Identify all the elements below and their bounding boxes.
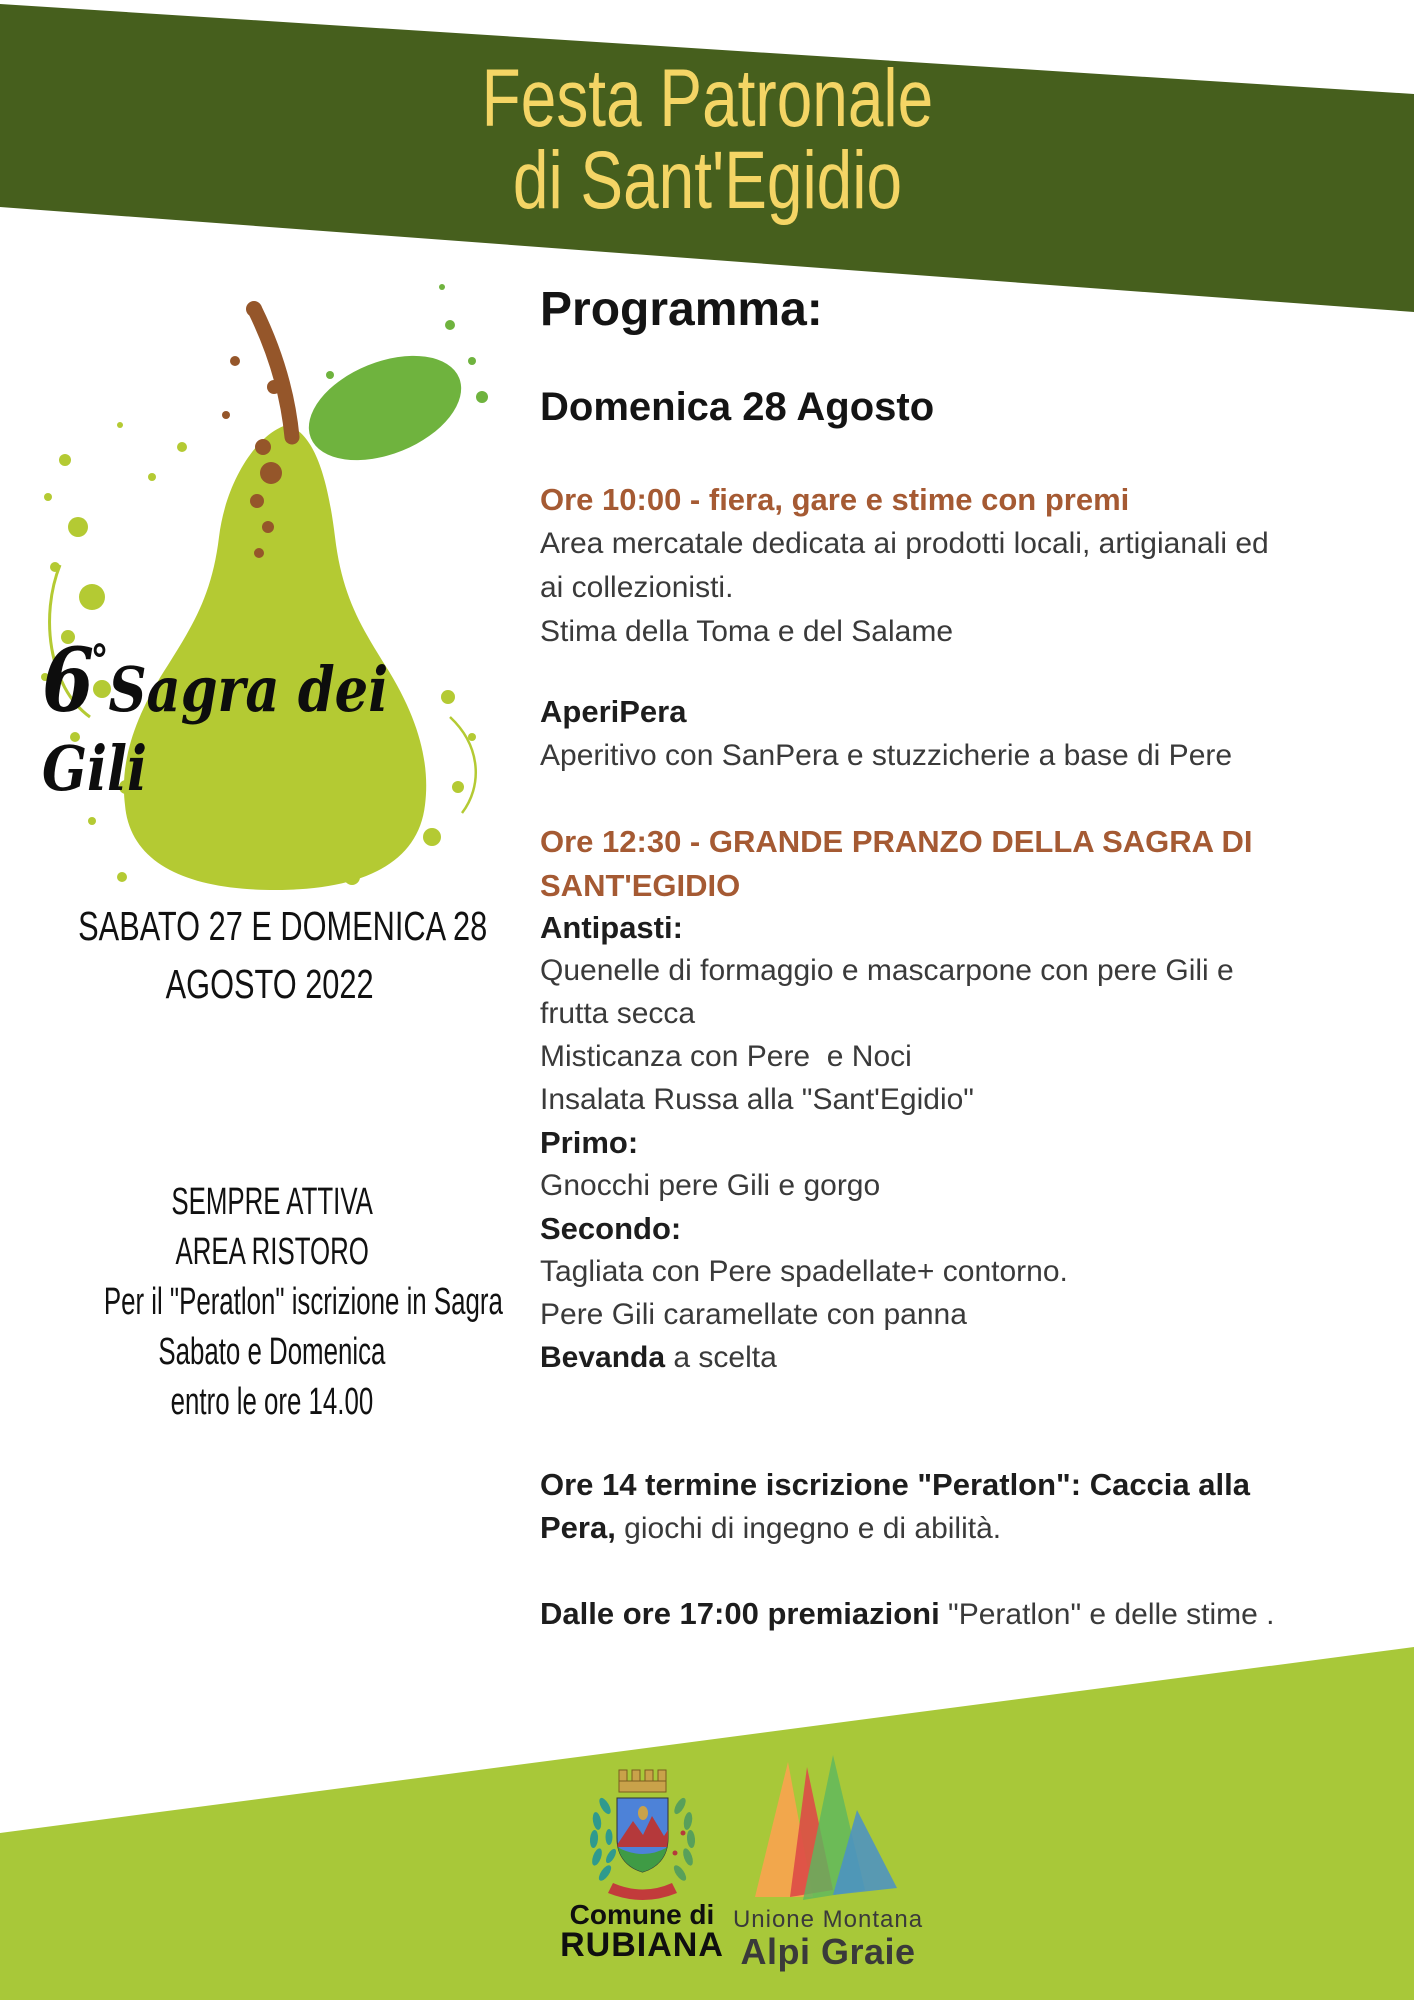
section-2-heading: AperiPera <box>540 694 687 729</box>
program-section-1 <box>540 478 1269 654</box>
section-5-line <box>540 1592 1275 1637</box>
pear-leaf <box>294 284 488 481</box>
section-1-line: Stima della Toma e del Salame <box>540 615 953 648</box>
section-4-line1: Ore 14 termine iscrizione "Peratlon": Caccia alla <box>540 1467 1250 1502</box>
menu-block <box>540 906 1234 1379</box>
menu-item: Gnocchi pere Gili e gorgo <box>540 1169 881 1202</box>
program-section-5 <box>540 1592 1275 1637</box>
unione-line1: Unione Montana <box>732 1906 924 1933</box>
section-3-heading-line1: Ore 12:30 - GRANDE PRANZO DELLA SAGRA DI <box>540 824 1253 859</box>
info-block <box>10 1177 534 1427</box>
section-4-line2 <box>540 1506 1250 1550</box>
program-section-4 <box>540 1463 1250 1550</box>
info-line1: SEMPRE ATTIVA <box>171 1181 373 1223</box>
sagra-degree-symbol: ° <box>90 636 109 685</box>
menu-item: frutta secca <box>540 997 696 1030</box>
menu-bevanda-label: Bevanda <box>540 1341 666 1374</box>
crest-crown <box>619 1770 666 1792</box>
rubiana-crest-icon <box>575 1752 710 1904</box>
date-line2: AGOSTO 2022 <box>166 961 374 1007</box>
info-line3: Per il "Peratlon" iscrizione in Sagra <box>103 1281 503 1323</box>
info-line5: entro le ore 14.00 <box>170 1381 374 1423</box>
comune-line1: Comune di <box>569 1899 715 1930</box>
section-1-line: ai collezionisti. <box>540 571 734 604</box>
pear-stem <box>255 310 292 437</box>
comune-line2: RUBIANA <box>560 1926 724 1964</box>
menu-item: Tagliata con Pere spadellate+ contorno. <box>540 1255 1068 1288</box>
comune-rubiana-label <box>552 1899 732 1964</box>
event-dates <box>10 897 530 1013</box>
section-5-rest: "Peratlon" e delle stime . <box>939 1598 1275 1631</box>
sagra-number: 6 <box>42 628 95 732</box>
sagra-title-text: Sagra dei Gili <box>42 653 407 805</box>
menu-item: Pere Gili caramellate con panna <box>540 1298 967 1331</box>
info-line4: Sabato e Domenica <box>158 1331 386 1373</box>
page-title-line2: di Sant'Egidio <box>512 135 902 226</box>
menu-antipasti-label: Antipasti: <box>540 910 683 945</box>
date-line1: SABATO 27 E DOMENICA 28 <box>78 903 488 949</box>
section-4-line2-rest: giochi di ingegno e di abilità. <box>615 1512 1002 1545</box>
alpi-graie-label <box>718 1907 938 1971</box>
program-section-3-heading <box>540 820 1253 908</box>
crest-ribbon <box>608 1883 677 1900</box>
menu-bevanda-rest: a scelta <box>665 1341 777 1374</box>
section-4-line2-bold: Pera, <box>540 1510 616 1545</box>
sagra-title <box>42 628 502 805</box>
menu-bevanda-line <box>540 1336 1234 1379</box>
menu-secondo-label: Secondo: <box>540 1211 682 1246</box>
page-title-line1: Festa Patronale <box>481 53 933 144</box>
crest-lion <box>638 1806 648 1820</box>
program-day: Domenica 28 Agosto <box>540 385 935 429</box>
unione-line2: Alpi Graie <box>740 1931 916 1972</box>
section-1-line: Area mercatale dedicata ai prodotti locali, artigianali ed <box>540 527 1269 560</box>
crest-laurel-left <box>589 1796 618 1882</box>
crest-laurel-right <box>672 1796 696 1882</box>
section-2-line: Aperitivo con SanPera e stuzzicherie a base di Pere <box>540 739 1233 772</box>
menu-primo-label: Primo: <box>540 1125 639 1160</box>
menu-item: Quenelle di formaggio e mascarpone con pere Gili e <box>540 954 1234 987</box>
section-3-heading-line2: SANT'EGIDIO <box>540 868 741 903</box>
section-1-heading: Ore 10:00 - fiera, gare e stime con premi <box>540 482 1130 517</box>
menu-item: Misticanza con Pere e Noci <box>540 1040 912 1073</box>
info-line2: AREA RISTORO <box>175 1231 369 1273</box>
program-title: Programma: <box>540 283 823 336</box>
alpi-graie-mountains-icon <box>745 1750 910 1905</box>
menu-item: Insalata Russa alla "Sant'Egidio" <box>540 1083 974 1116</box>
section-5-bold: Dalle ore 17:00 premiazioni <box>540 1596 940 1631</box>
page-title <box>0 53 1414 226</box>
program-section-2 <box>540 690 1232 778</box>
